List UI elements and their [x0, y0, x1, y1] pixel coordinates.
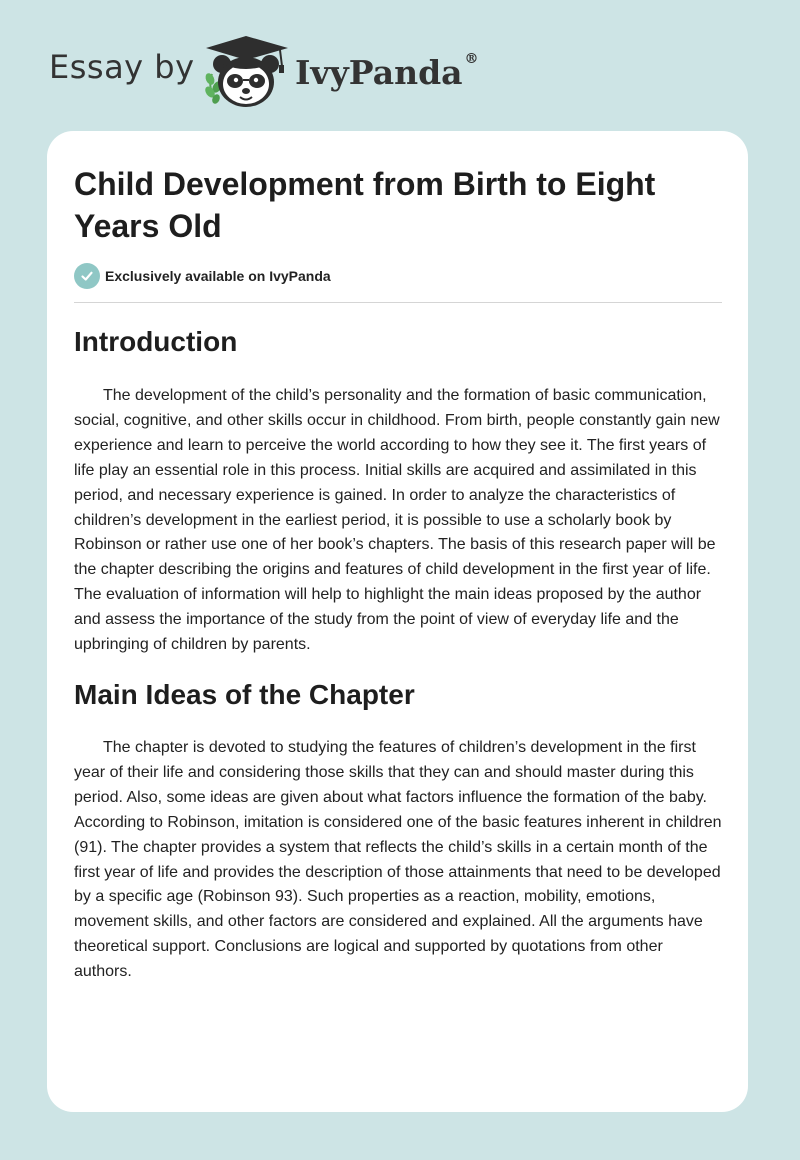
check-circle-icon [74, 263, 100, 289]
section-heading-introduction: Introduction [74, 326, 238, 357]
exclusive-badge-label: Exclusively available on IvyPanda [105, 268, 331, 284]
brand-text: IvyPanda [295, 53, 463, 92]
page-title: Child Development from Birth to Eight Years Old [74, 166, 656, 244]
section-paragraph-introduction: The development of the child’s personality and the formation of basic communication, social, cognitive, and other skills occur in childhood. From birth, people constantly gain new experience and learn to perceive the world according to how they see it. The first years of life play an essential role in this process. Initial skills are acquired and assimilated in this period, and necessary experience is gained. In order to analyze the characteristics of children’s development in the earliest period, it is possible to use a scholarly book by Robinson or rather use one of her book’s chapters. The basis of this research paper will be the chapter describing the origins and features of child development in the first year of life. The evaluation of information will help to highlight the main ideas proposed by the author and assess the importance of the study from the point of view of everyday life and the upbringing of children by parents. [74, 387, 720, 654]
essay-card [47, 131, 748, 1112]
essay-by-label: Essay by [49, 48, 195, 86]
brand-name[interactable] [295, 53, 479, 92]
panda-logo-icon[interactable] [200, 34, 292, 110]
registered-mark: ® [464, 51, 479, 67]
section-paragraph-main-ideas: The chapter is devoted to studying the features of children’s development in the first year of their life and considering those skills that they can and should master during this period. Also, some ideas are given about what factors influence the formation of the baby. According to Robinson, imitation is considered one of the basic features inherent in children (91). The chapter provides a system that reflects the child’s skills in a certain month of the first year of life and provides the description of those attainments that need to be developed by a specific age (Robinson 93). Such properties as a reaction, mobility, emotions, movement skills, and other factors are considered and explained. All the arguments have theoretical support. Conclusions are logical and supported by quotations from other authors. [74, 739, 722, 981]
section-heading-main-ideas: Main Ideas of the Chapter [74, 679, 415, 710]
title-divider [74, 302, 722, 303]
exclusive-badge [74, 263, 331, 289]
site-header [0, 0, 800, 125]
